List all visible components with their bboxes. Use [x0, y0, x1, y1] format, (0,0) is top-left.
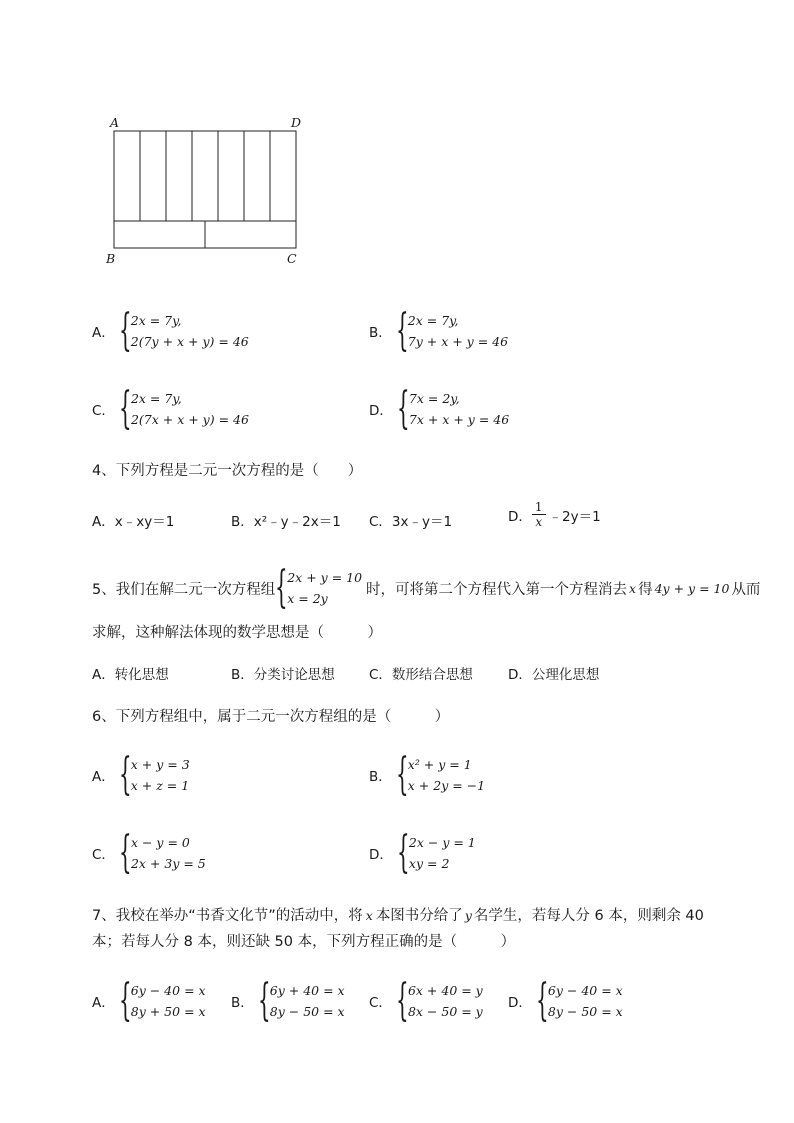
equation-line: x² + y = 1 — [407, 757, 472, 772]
q7-option-c[interactable]: C． { 6x + 40 = y 8x − 50 = y — [369, 975, 483, 1026]
q3-option-d[interactable]: D． { 7x = 2y, 7x + x + y = 46 — [369, 383, 510, 434]
equation-line: 7x = 2y, — [408, 391, 460, 406]
q4-stem: 4、下列方程是二元一次方程的是（ ） — [92, 463, 363, 479]
q7-option-b[interactable]: B． { 6y + 40 = x 8y − 50 = x — [231, 975, 345, 1026]
fraction: $\frac{1}{x}$ — [532, 500, 546, 529]
q3-option-a[interactable]: A． { 2x = 7y, 2(7y + x + y) = 46 — [92, 305, 249, 356]
q3-option-c[interactable]: C． { 2x = 7y, 2(7x + x + y) = 46 — [92, 383, 249, 434]
equation-line: 6y + 40 = x — [269, 983, 345, 998]
q6-option-d[interactable]: D． { 2x − y = 1 xy = 2 — [369, 827, 476, 878]
brace: { — [275, 562, 288, 613]
q4-option-a[interactable]: A．x﹣xy＝1 — [92, 514, 175, 530]
equation-line: 6y − 40 = x — [130, 983, 206, 998]
equation-line: 2x + 3y = 5 — [130, 856, 206, 871]
q4-option-d[interactable] — [508, 500, 601, 529]
q5-option-a[interactable]: A．转化思想 — [92, 667, 169, 683]
rectangle-figure — [100, 110, 320, 270]
option-label: A． — [92, 325, 115, 341]
vertex-label-b: B — [106, 251, 116, 266]
q6-option-a[interactable]: A． { x + y = 3 x + z = 1 — [92, 749, 190, 800]
equation-line: 7x + x + y = 46 — [408, 412, 510, 427]
vertex-label-a: A — [110, 115, 120, 130]
q3-option-b[interactable]: B． { 2x = 7y, 7y + x + y = 46 — [369, 305, 509, 356]
q6-option-b[interactable]: B． { x² + y = 1 x + 2y = −1 — [369, 749, 486, 800]
equation-line: 2x = 7y, — [130, 391, 182, 406]
option-label: B． — [369, 325, 392, 341]
equation-line: 2(7y + x + y) = 46 — [130, 334, 249, 349]
equation-line: 2x − y = 1 — [408, 835, 476, 850]
q5-system: 2x + y = 10 x = 2y — [287, 570, 363, 606]
equation-line: 6y − 40 = x — [547, 983, 623, 998]
equation-line: 2x = 7y, — [407, 313, 459, 328]
equation-line: 8y + 50 = x — [130, 1004, 206, 1019]
q4-option-c[interactable]: C．3x﹣y＝1 — [369, 514, 453, 530]
option-label: D． — [369, 403, 393, 419]
equation-line: x + 2y = −1 — [407, 778, 486, 793]
equation-line: 2x = 7y, — [130, 313, 182, 328]
equation-line: x + z = 1 — [130, 778, 190, 793]
q7-stem: 7、我校在举办“书香文化节”的活动中，将 x 本图书分给了 y 名学生，若每人分 6 本，则剩余 40 — [92, 908, 704, 924]
vertex-label-c: C — [287, 251, 297, 266]
option-label: B． — [231, 995, 254, 1011]
option-label: A． — [92, 769, 115, 785]
option-label: C． — [92, 403, 115, 419]
option-label: D． — [508, 508, 532, 525]
q7-stem-line2: 本；若每人分 8 本，则还缺 50 本，下列方程正确的是（ ） — [92, 934, 516, 950]
equation-line: x + y = 3 — [130, 757, 190, 772]
option-label: D． — [508, 995, 532, 1011]
q5-option-b[interactable]: B．分类讨论思想 — [231, 667, 335, 683]
option-label: C． — [369, 995, 392, 1011]
option-label: B． — [369, 769, 392, 785]
option-label: A． — [92, 995, 115, 1011]
q6-stem: 6、下列方程组中，属于二元一次方程组的是（ ） — [92, 709, 450, 725]
q7-option-a[interactable]: A． { 6y − 40 = x 8y + 50 = x — [92, 975, 206, 1026]
q5-stem: 5、我们在解二元一次方程组 { 2x + y = 10 x = 2y 时，可将第二个方程代入第一个方程消去 x 得 4y + y = 10 从而 — [92, 562, 761, 613]
equation-line: 2(7x + x + y) = 46 — [130, 412, 249, 427]
q5-option-c[interactable]: C．数形结合思想 — [369, 667, 473, 683]
equation-line: 8x − 50 = y — [407, 1004, 483, 1019]
equation-line: 8y − 50 = x — [269, 1004, 345, 1019]
equation-line: 7y + x + y = 46 — [407, 334, 509, 349]
equation-line: 8y − 50 = x — [547, 1004, 623, 1019]
q5-option-d[interactable]: D．公理化思想 — [508, 667, 600, 683]
q7-option-d[interactable]: D． { 6y − 40 = x 8y − 50 = x — [508, 975, 623, 1026]
equation-line: xy = 2 — [408, 856, 450, 871]
option-label: D． — [369, 847, 393, 863]
q6-option-c[interactable]: C． { x − y = 0 2x + 3y = 5 — [92, 827, 206, 878]
option-label: C． — [92, 847, 115, 863]
vertex-label-d: D — [291, 115, 302, 130]
equation-line: 6x + 40 = y — [407, 983, 483, 998]
option-rest: ﹣2y＝1 — [548, 508, 601, 525]
q5-stem-line2: 求解，这种解法体现的数学思想是（ ） — [92, 625, 382, 641]
equation-line: x − y = 0 — [130, 835, 190, 850]
q4-option-b[interactable]: B．x²﹣y﹣2x＝1 — [231, 514, 341, 530]
